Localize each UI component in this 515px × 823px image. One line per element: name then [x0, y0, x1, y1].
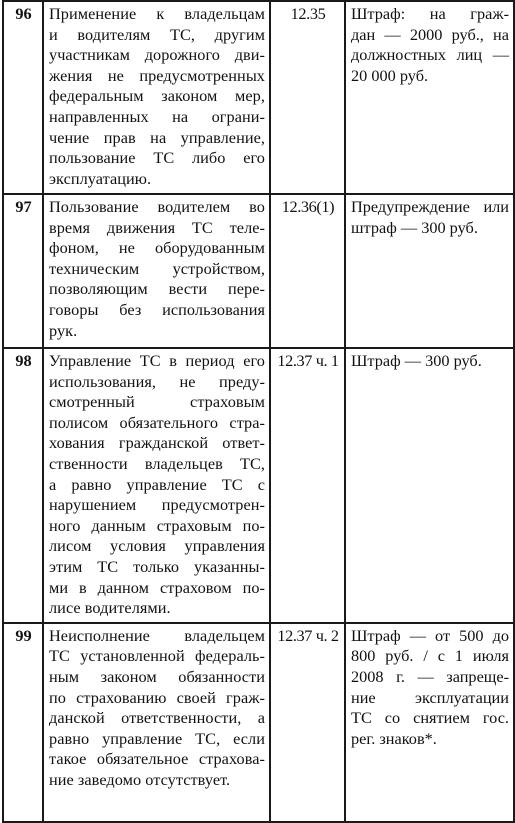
violations-table — [2, 0, 515, 823]
description-line: равно управление ТС, если — [49, 728, 265, 748]
penalty-line: 20 000 руб. — [351, 65, 429, 85]
description-line: Неисполнение владельцем — [49, 625, 265, 645]
article-reference: 12.37 ч. 2 — [270, 623, 345, 822]
description-line: лисе водителями. — [49, 598, 171, 618]
penalty-line: Штраф — 300 руб. — [351, 351, 482, 370]
description-line: нарушением предусмотрен- — [49, 495, 265, 515]
penalty-line: Штраф — от 500 до — [351, 625, 509, 645]
description-line: жения не предусмотренных — [49, 65, 265, 85]
description-line: хования гражданской ответ- — [49, 433, 265, 453]
table-row — [3, 1, 514, 194]
description-line: фоном, не оборудованным — [49, 238, 265, 258]
description-line: ТС установленной федераль- — [49, 646, 265, 666]
penalty-line: рег. знаков*. — [351, 728, 437, 748]
penalty-line: штраф — 300 руб. — [351, 217, 478, 237]
penalty — [345, 194, 514, 348]
description-line: Применение к владельцам — [49, 4, 265, 23]
description-line: Управление ТС в период его — [49, 351, 265, 370]
description-line: данской ответственности, а — [49, 708, 265, 728]
row-number: 99 — [3, 623, 43, 822]
description-line: ние заведомо отсутствует. — [49, 769, 231, 789]
article-reference: 12.35 — [270, 1, 345, 194]
description-line: направленных на ограни- — [49, 106, 265, 126]
description-line: техническим устройством, — [49, 258, 265, 278]
violation-description — [43, 194, 270, 348]
table-body — [3, 1, 514, 822]
description-line: а равно управление ТС с — [49, 474, 265, 494]
violation-description — [43, 623, 270, 822]
description-line: эксплуатацию. — [49, 168, 152, 188]
table-row — [3, 194, 514, 348]
description-line: участникам дорожного дви- — [49, 45, 265, 65]
description-line: чение прав на управление, — [49, 127, 265, 147]
description-line: полисом обязательного стра- — [49, 412, 265, 432]
penalty-line: Штраф: на граж- — [351, 4, 509, 23]
description-line: федеральным законом мер, — [49, 86, 265, 106]
penalty — [345, 1, 514, 194]
table-row — [3, 348, 514, 623]
description-line: по страхованию своей граж- — [49, 687, 265, 707]
description-line: ственности владельцев ТС, — [49, 453, 265, 473]
description-line: смотренный страховым — [49, 392, 265, 412]
description-line: ным законом обязанности — [49, 666, 265, 686]
description-line: Пользование водителем во — [49, 197, 265, 216]
violation-description — [43, 1, 270, 194]
description-line: использования, не преду- — [49, 371, 265, 391]
penalty-line: 800 руб. / с 1 июля — [351, 646, 509, 666]
article-reference: 12.37 ч. 1 — [270, 348, 345, 623]
row-number: 98 — [3, 348, 43, 623]
description-line: лисом условия управления — [49, 536, 265, 556]
penalty-line: ТС со снятием гос. — [351, 708, 509, 728]
description-line: время движения ТС теле- — [49, 217, 265, 237]
description-line: этим ТС только указанны- — [49, 556, 265, 576]
penalty-line: Предупреждение или — [351, 197, 509, 216]
description-line: говоры без использования — [49, 299, 265, 319]
table-row — [3, 623, 514, 822]
description-line: и водителям ТС, другим — [49, 24, 265, 44]
penalty-line: ние эксплуатации — [351, 687, 509, 707]
description-line: пользование ТС либо его — [49, 148, 265, 168]
description-line: рук. — [49, 320, 78, 340]
description-line: ми в данном страховом по- — [49, 577, 265, 597]
penalty-line: дан — 2000 руб., на — [351, 24, 509, 44]
row-number: 97 — [3, 194, 43, 348]
description-line: позволяющим вести пере- — [49, 279, 265, 299]
penalty-line: 2008 г. — запреще- — [351, 666, 509, 686]
violation-description — [43, 348, 270, 623]
description-line: ного данным страховым по- — [49, 515, 265, 535]
penalty — [345, 623, 514, 822]
description-line: такое обязательное страхова- — [49, 749, 265, 769]
row-number: 96 — [3, 1, 43, 194]
penalty-line: должностных лиц — — [351, 45, 509, 65]
penalty — [345, 348, 514, 623]
article-reference: 12.36(1) — [270, 194, 345, 348]
